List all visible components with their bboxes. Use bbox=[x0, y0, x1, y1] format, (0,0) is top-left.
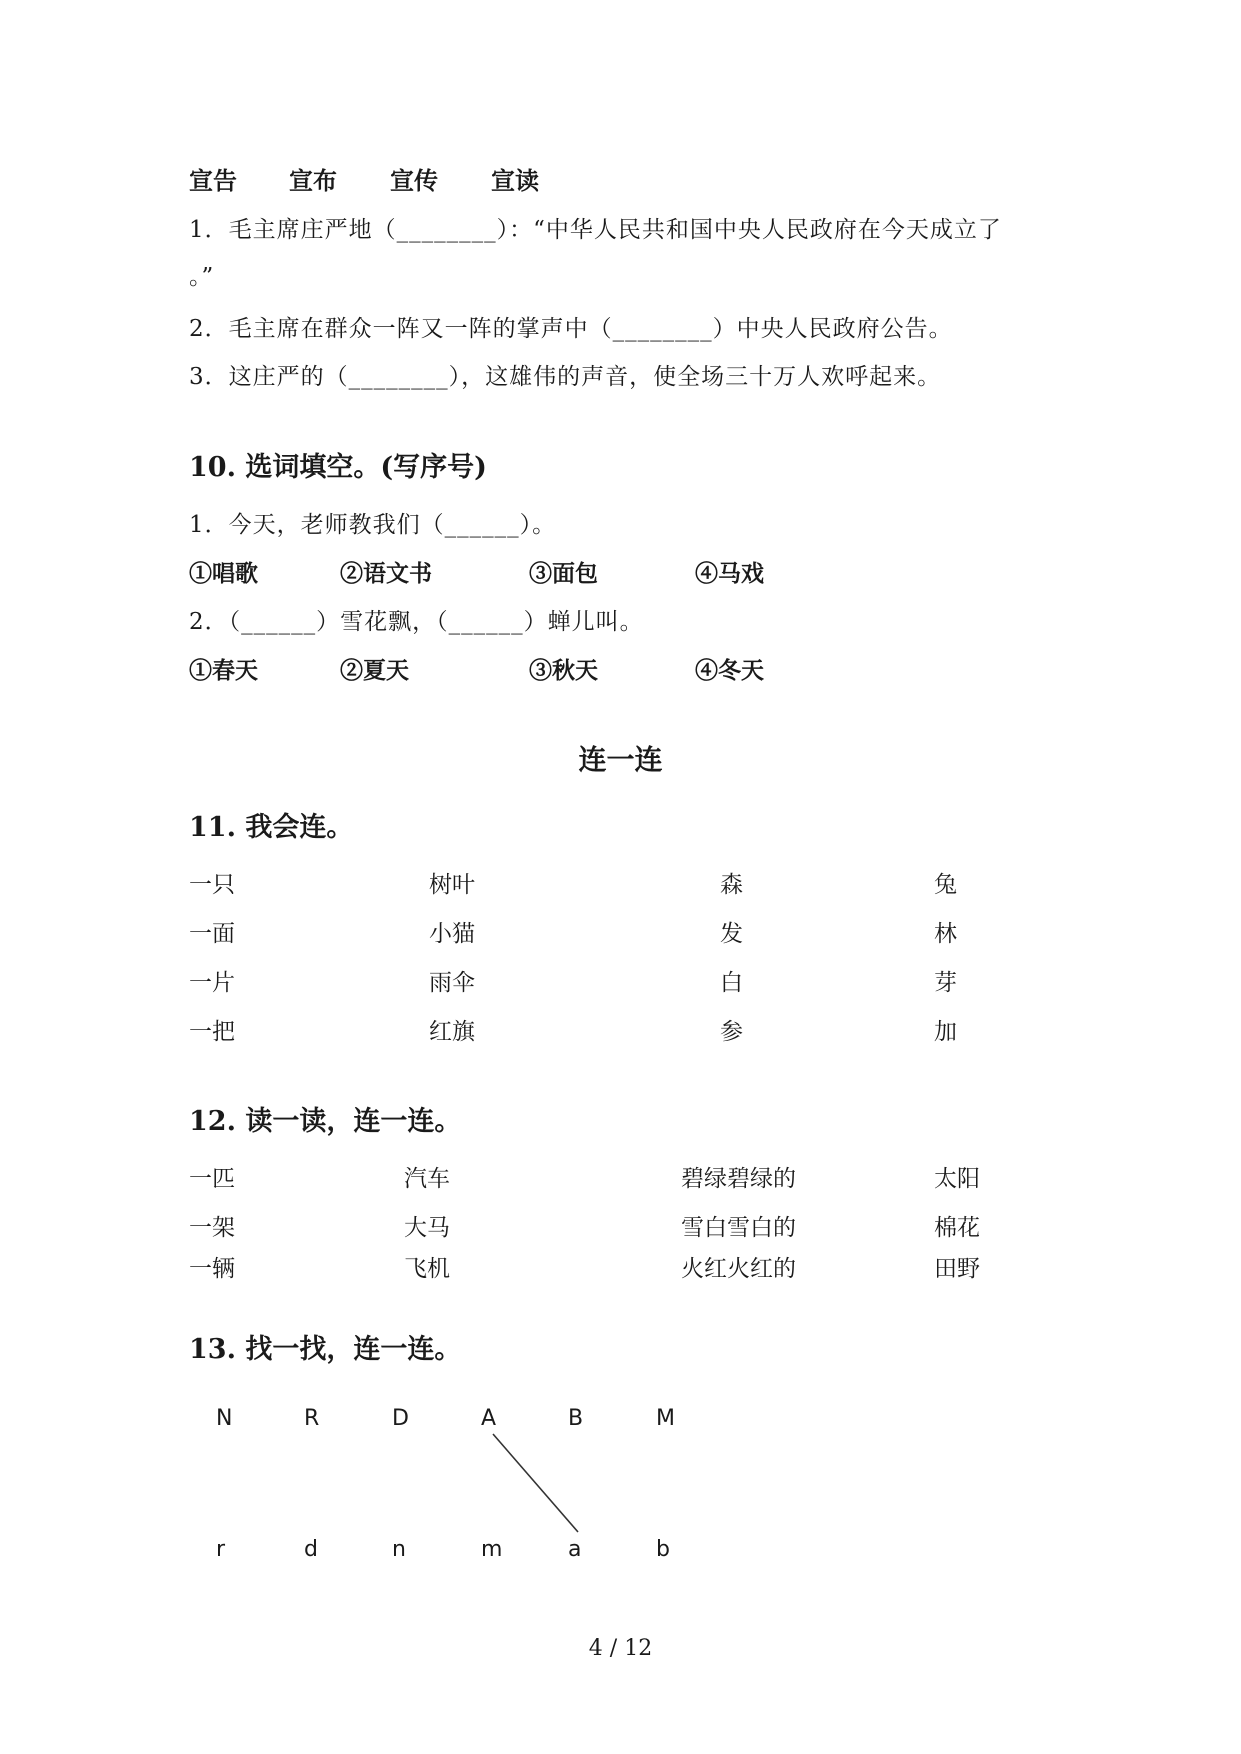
grid-cell: 碧绿碧绿的 bbox=[681, 1166, 796, 1192]
grid-cell: 一片 bbox=[189, 970, 235, 996]
uppercase-letter: R bbox=[304, 1406, 320, 1431]
grid-cell: 森 bbox=[720, 872, 743, 898]
word-bank-item: 宣告 bbox=[189, 166, 237, 195]
lowercase-letter: a bbox=[568, 1537, 582, 1562]
grid-cell: 飞机 bbox=[404, 1256, 450, 1282]
grid-cell: 一匹 bbox=[189, 1166, 235, 1192]
q10-item-2: 2．（______）雪花飘，（______）蝉儿叫。 bbox=[189, 609, 644, 635]
uppercase-letter: B bbox=[568, 1406, 584, 1431]
section-title: 连一连 bbox=[578, 743, 663, 776]
grid-cell: 田野 bbox=[934, 1256, 980, 1282]
grid-cell: 白 bbox=[720, 970, 743, 996]
grid-cell: 一辆 bbox=[189, 1256, 235, 1282]
q9-sentence-1-cont: 。” bbox=[189, 264, 215, 290]
lowercase-letter: m bbox=[481, 1537, 503, 1562]
grid-cell: 小猫 bbox=[429, 921, 475, 947]
q13-title: 13. 找一找，连一连。 bbox=[189, 1334, 462, 1365]
word-bank-item: 宣布 bbox=[289, 166, 337, 195]
lowercase-letter: n bbox=[392, 1537, 406, 1562]
grid-cell: 加 bbox=[934, 1019, 957, 1045]
grid-cell: 太阳 bbox=[934, 1166, 980, 1192]
q10-option: ③面包 bbox=[529, 560, 598, 587]
grid-cell: 树叶 bbox=[429, 872, 475, 898]
uppercase-letter: A bbox=[481, 1406, 497, 1431]
grid-cell: 一只 bbox=[189, 872, 235, 898]
grid-cell: 一架 bbox=[189, 1215, 235, 1241]
word-bank-item: 宣传 bbox=[390, 166, 438, 195]
q9-sentence-1: 1．毛主席庄严地（________）：“中华人民共和国中央人民政府在今天成立了 bbox=[189, 217, 1002, 243]
q12-title: 12. 读一读，连一连。 bbox=[189, 1106, 462, 1137]
q10-option: ②夏天 bbox=[340, 657, 409, 684]
uppercase-letter: N bbox=[216, 1406, 233, 1431]
q10-item-1: 1．今天，老师教我们（______）。 bbox=[189, 512, 557, 538]
grid-cell: 雪白雪白的 bbox=[681, 1215, 796, 1241]
q10-title: 10. 选词填空。(写序号) bbox=[189, 452, 487, 483]
grid-cell: 一面 bbox=[189, 921, 235, 947]
grid-cell: 红旗 bbox=[429, 1019, 475, 1045]
q9-sentence-3: 3．这庄严的（________），这雄伟的声音，使全场三十万人欢呼起来。 bbox=[189, 364, 942, 390]
q10-option: ①春天 bbox=[189, 657, 258, 684]
grid-cell: 汽车 bbox=[404, 1166, 450, 1192]
grid-cell: 火红火红的 bbox=[681, 1256, 796, 1282]
q11-title: 11. 我会连。 bbox=[189, 812, 354, 843]
grid-cell: 一把 bbox=[189, 1019, 235, 1045]
grid-cell: 大马 bbox=[404, 1215, 450, 1241]
q10-option: ④冬天 bbox=[695, 657, 764, 684]
lowercase-letter: b bbox=[656, 1537, 670, 1562]
grid-cell: 棉花 bbox=[934, 1215, 980, 1241]
word-bank-item: 宣读 bbox=[491, 166, 539, 195]
q10-option: ②语文书 bbox=[340, 560, 432, 587]
grid-cell: 参 bbox=[720, 1019, 743, 1045]
lowercase-letter: r bbox=[216, 1537, 226, 1562]
grid-cell: 林 bbox=[934, 921, 957, 947]
grid-cell: 芽 bbox=[934, 970, 957, 996]
q10-option: ①唱歌 bbox=[189, 560, 258, 587]
page-number: 4 / 12 bbox=[588, 1636, 653, 1661]
uppercase-letter: M bbox=[656, 1406, 675, 1431]
uppercase-letter: D bbox=[392, 1406, 409, 1431]
q10-option: ③秋天 bbox=[529, 657, 598, 684]
grid-cell: 兔 bbox=[934, 872, 957, 898]
match-line bbox=[493, 1434, 578, 1532]
q9-sentence-2: 2．毛主席在群众一阵又一阵的掌声中（________）中央人民政府公告。 bbox=[189, 316, 953, 342]
q10-option: ④马戏 bbox=[695, 560, 764, 587]
lowercase-letter: d bbox=[304, 1537, 318, 1562]
grid-cell: 雨伞 bbox=[429, 970, 475, 996]
grid-cell: 发 bbox=[720, 921, 743, 947]
